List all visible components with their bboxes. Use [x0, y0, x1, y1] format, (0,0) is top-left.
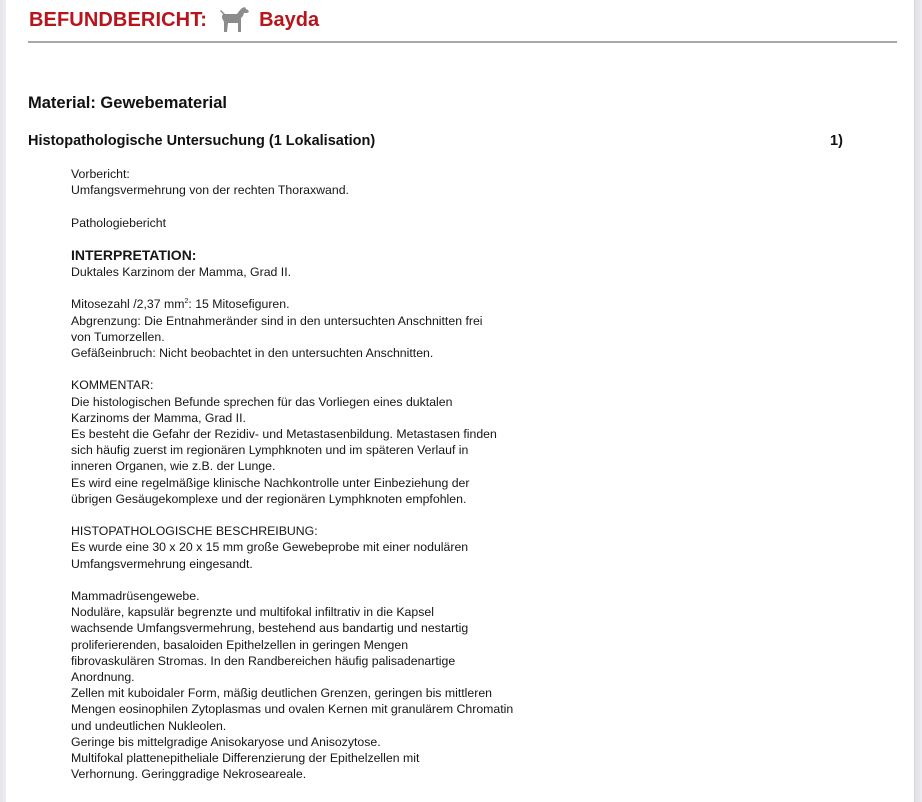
pathologiebericht-label: Pathologiebericht: [71, 215, 167, 230]
page-edge-left: [0, 0, 6, 802]
beschreibung-heading: HISTOPATHOLOGISCHE BESCHREIBUNG:: [71, 524, 318, 539]
header-divider: [28, 41, 897, 43]
kommentar-block: [71, 377, 591, 507]
mitose-sup: 2: [184, 298, 189, 306]
beschreibung-block: [71, 523, 591, 572]
mitose-prefix: Mitosezahl /2,37 mm: [71, 297, 185, 312]
patient-name: Bayda: [259, 8, 320, 31]
vorbericht-text: Umfangsvermehrung von der rechten Thoraxwand.: [71, 183, 349, 198]
page-edge-right: [914, 0, 922, 802]
mitose-line: [71, 296, 591, 312]
mamma-line: Mammadrüsengewebe.: [71, 588, 200, 603]
beschreibung-line: Umfangsvermehrung eingesandt.: [71, 556, 253, 571]
mamma-line: und undeutlichen Nukleolen.: [71, 718, 227, 733]
report-title: BEFUNDBERICHT:: [29, 8, 208, 31]
interpretation-heading: INTERPRETATION:: [71, 246, 197, 263]
mamma-line: Zellen mit kuboidaler Form, mäßig deutlichen Grenzen, geringen bis mittleren: [71, 686, 493, 701]
kommentar-line: Es wird eine regelmäßige klinische Nachkontrolle unter Einbeziehung der: [71, 475, 470, 490]
mamma-line: Noduläre, kapsulär begrenzte und multifokal infiltrativ in die Kapsel: [71, 605, 434, 620]
section-title: Histopathologische Untersuchung (1 Lokalisation): [28, 133, 376, 149]
interpretation-details: [71, 296, 591, 361]
mamma-line: Mengen eosinophilen Zytoplasmas und ovalen Kernen mit granulärem Chromatin: [71, 702, 514, 717]
kommentar-line: übrigen Gesäugekomplexe und der regionären Lymphknoten empfohlen.: [71, 491, 467, 506]
kommentar-heading: KOMMENTAR:: [71, 378, 154, 393]
mamma-line: Anordnung.: [71, 670, 135, 684]
report-header: [29, 4, 319, 36]
kommentar-line: Die histologischen Befunde sprechen für das Vorliegen eines duktalen: [71, 394, 453, 409]
mamma-line: fibrovaskulären Stromas. In den Randbereichen häufig palisadenartige: [71, 653, 456, 668]
mamma-line: Verhornung. Geringgradige Nekroseareale.: [71, 767, 307, 782]
section-number: 1): [830, 133, 843, 149]
kommentar-line: inneren Organen, wie z.B. der Lunge.: [71, 459, 276, 474]
interpretation-line: Abgrenzung: Die Entnahmeränder sind in den untersuchten Anschnitten frei: [71, 313, 483, 328]
interpretation-block: [71, 247, 591, 280]
dog-icon: [217, 6, 251, 34]
vorbericht-label: Vorbericht:: [71, 167, 130, 181]
beschreibung-line: Es wurde eine 30 x 20 x 15 mm große Gewebeprobe mit einer nodulären: [71, 540, 469, 555]
vorbericht-block: [71, 166, 591, 198]
mamma-block: [71, 588, 591, 782]
kommentar-line: Karzinoms der Mamma, Grad II.: [71, 410, 246, 425]
mamma-line: proliferierenden, basaloiden Epithelzellen in geringen Mengen: [71, 637, 409, 652]
material-heading: Material: Gewebematerial: [28, 94, 227, 112]
kommentar-line: sich häufig zuerst im regionären Lymphknoten und im späteren Verlauf in: [71, 443, 469, 458]
interpretation-diagnosis: Duktales Karzinom der Mamma, Grad II.: [71, 264, 292, 279]
pathologiebericht-block: [71, 215, 591, 231]
mitose-suffix: : 15 Mitosefiguren.: [188, 297, 290, 312]
interpretation-line: von Tumorzellen.: [71, 329, 165, 344]
report-body: [71, 166, 591, 799]
interpretation-line: Gefäßeinbruch: Nicht beobachtet in den untersuchten Anschnitten.: [71, 345, 434, 360]
kommentar-line: Es besteht die Gefahr der Rezidiv- und Metastasenbildung. Metastasen finden: [71, 426, 497, 441]
mamma-line: Geringe bis mittelgradige Anisokaryose und Anisozytose.: [71, 734, 381, 749]
mamma-line: Multifokal plattenepitheliale Differenzierung der Epithelzellen mit: [71, 751, 420, 766]
mamma-line: wachsende Umfangsvermehrung, bestehend aus bandartig und nestartig: [71, 621, 469, 636]
